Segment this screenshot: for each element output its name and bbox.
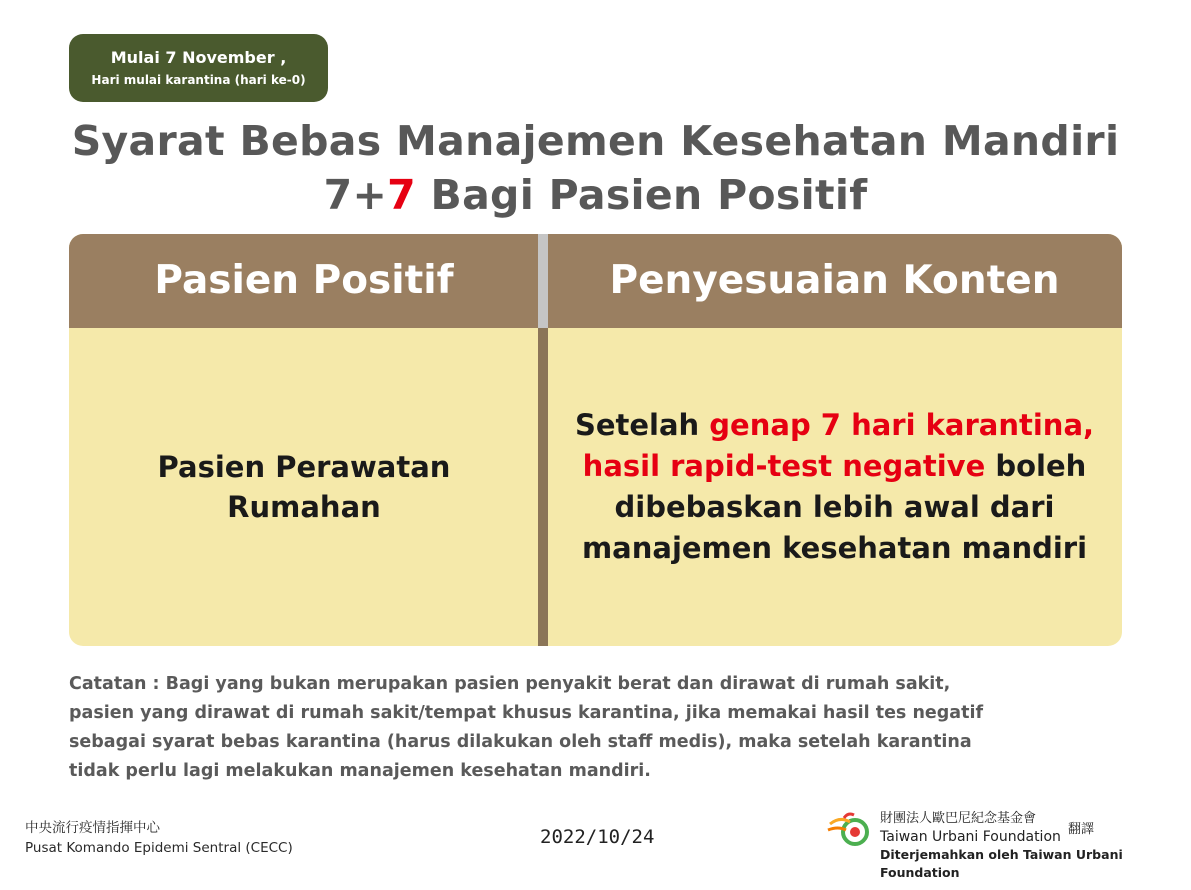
cell-patient-type <box>69 328 539 646</box>
foundation-logo-icon <box>826 812 874 848</box>
translated-by: Diterjemahkan oleh Taiwan Urbani Foundation <box>880 847 1123 880</box>
header-positive-patient: Pasien Positif <box>154 258 454 303</box>
title-line-1: Syarat Bebas Manajemen Kesehatan Mandiri <box>71 117 1120 165</box>
title-highlight: 7 <box>387 171 416 219</box>
requirements-table <box>69 234 1122 646</box>
cell-patient-type-line-2: Rumahan <box>227 490 381 524</box>
cecc-name-id: Pusat Komando Epidemi Sentral (CECC) <box>25 840 293 856</box>
publish-date: 2022/10/24 <box>540 826 655 848</box>
foundation-name-en: Taiwan Urbani Foundation <box>880 829 1061 845</box>
title-suffix: Bagi Pasien Positif <box>415 171 868 219</box>
footnote-line-1: Catatan : Bagi yang bukan merupakan pasien penyakit berat dan dirawat di rumah sakit, <box>69 674 951 694</box>
footnote-line-4: tidak perlu lagi melakukan manajemen kesehatan mandiri. <box>69 761 651 781</box>
badge-date-text: Mulai 7 November , <box>110 48 287 67</box>
cell-content-adjustment <box>547 328 1122 646</box>
cell-patient-type-line-1: Pasien Perawatan <box>157 450 451 484</box>
translation-label: 翻譯 <box>1068 822 1095 837</box>
start-date-badge <box>69 34 328 102</box>
footnote-line-3: sebagai syarat bebas karantina (harus dilakukan oleh staff medis), maka setelah karantina <box>69 732 972 752</box>
foundation-credit <box>880 810 1191 882</box>
footnote <box>69 670 1139 786</box>
cell-content-highlight: genap 7 hari karantina, hasil rapid-test negative <box>582 408 1095 483</box>
title-line-2 <box>0 168 1191 222</box>
cell-content-prefix: Setelah <box>574 408 710 442</box>
footnote-line-2: pasien yang dirawat di rumah sakit/tempat khusus karantina, jika memakai hasil tes negatif <box>69 703 984 723</box>
cell-content-suffix: boleh dibebaskan lebih awal dari manajemen kesehatan mandiri <box>581 449 1088 565</box>
column-divider-header <box>538 234 548 328</box>
title-prefix: 7+ <box>323 171 388 219</box>
header-content-adjustment: Penyesuaian Konten <box>609 258 1060 303</box>
page-title <box>0 114 1191 222</box>
foundation-name-cn: 財團法人歐巴尼紀念基金會 <box>880 811 1037 826</box>
cecc-credit <box>25 818 293 858</box>
cecc-name-cn: 中央流行疫情指揮中心 <box>25 820 160 836</box>
badge-subtitle-text: Hari mulai karantina (hari ke-0) <box>91 73 306 87</box>
